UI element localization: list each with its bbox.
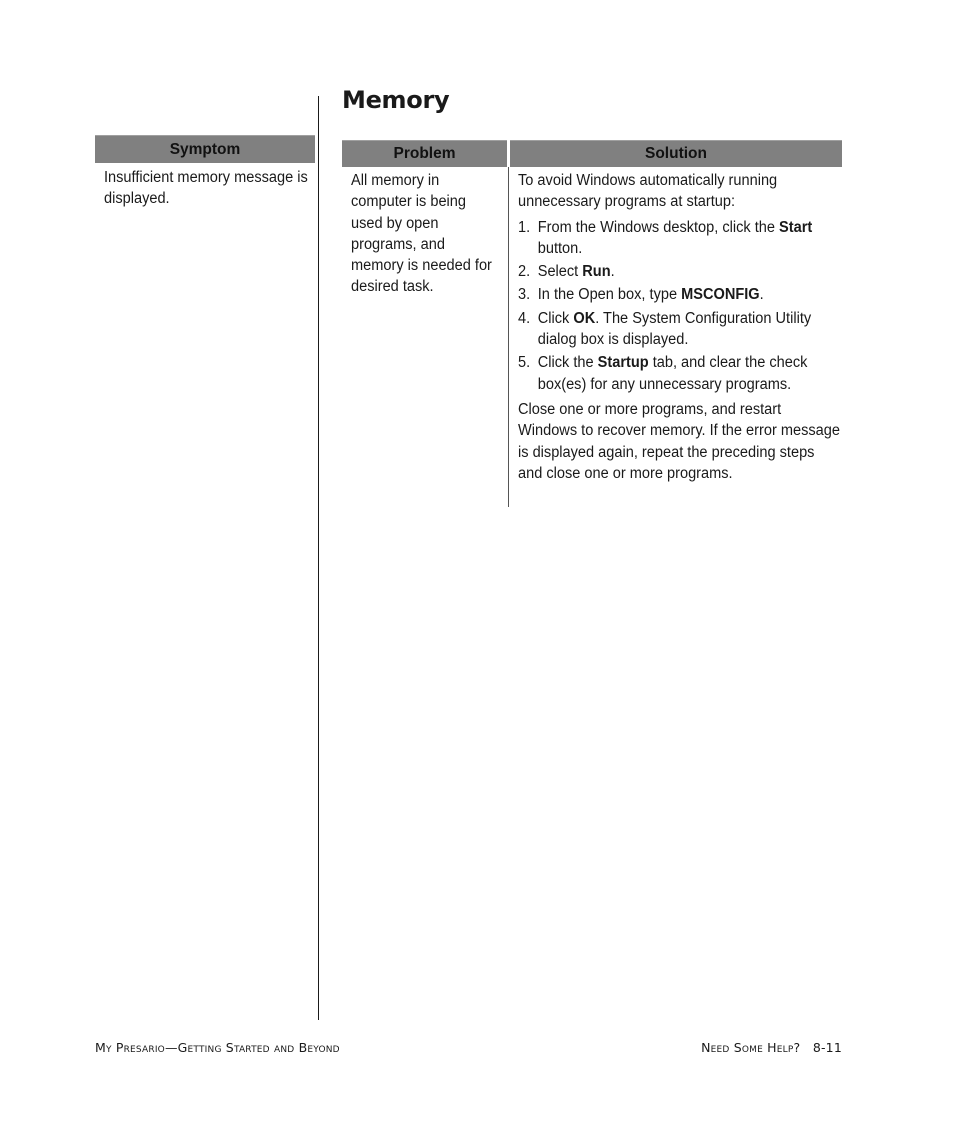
step-text: [538, 352, 843, 395]
section-title: Memory: [342, 86, 450, 114]
step-text-post: .: [610, 263, 615, 281]
solution-steps: [518, 217, 842, 395]
step-text-pre: Select: [537, 263, 583, 281]
footer-book-title: My Presario—Getting Started and Beyond: [95, 1040, 340, 1055]
step-text: [538, 217, 843, 260]
step-text-bold: Startup: [597, 354, 649, 372]
step-text: [538, 261, 843, 282]
symptom-cell: Insufficient memory message is displayed.: [104, 169, 308, 208]
step-text-bold: OK: [573, 309, 596, 327]
step-item: [518, 352, 842, 395]
step-text-bold: Start: [779, 218, 813, 236]
solution-intro: To avoid Windows automatically running unnecessary programs at startup:: [518, 172, 778, 211]
step-item: [518, 284, 842, 305]
solution-header: Solution: [510, 140, 842, 167]
solution-outro: Close one or more programs, and restart Windows to recover memory. If the error message is displayed again, repeat the preceding steps and close one or more programs.: [518, 400, 840, 482]
column-divider: [508, 167, 509, 507]
solution-cell: [518, 170, 842, 484]
step-item: [518, 308, 842, 351]
problem-cell: All memory in computer is being used by open programs, and memory is needed for desired task.: [351, 172, 492, 296]
step-number: 1.: [518, 218, 531, 236]
step-text-pre: Click: [537, 309, 574, 327]
step-text-post: tab, and clear the check box(es) for any unnecessary programs.: [537, 354, 808, 393]
step-item: [518, 217, 842, 260]
step-text-pre: Click the: [537, 354, 598, 372]
step-number: 2.: [518, 263, 531, 281]
step-text: [538, 308, 843, 351]
step-text-post: button.: [537, 239, 583, 257]
step-text: [538, 284, 843, 305]
footer-page-number: Need Some Help? 8-11: [701, 1040, 842, 1055]
step-number: 4.: [518, 309, 531, 327]
step-text-post: .: [759, 286, 764, 304]
page-divider-rule: [318, 96, 319, 1020]
symptom-header: Symptom: [95, 135, 315, 163]
step-text-bold: Run: [582, 263, 611, 281]
step-text-pre: From the Windows desktop, click the: [537, 218, 780, 236]
problem-header: Problem: [342, 140, 507, 167]
step-text-post: . The System Configuration Utility dialog box is displayed.: [537, 309, 812, 349]
step-number: 5.: [518, 354, 531, 372]
step-item: [518, 261, 842, 282]
step-number: 3.: [518, 286, 531, 304]
step-text-bold: MSCONFIG: [681, 286, 760, 304]
step-text-pre: In the Open box, type: [537, 286, 682, 304]
